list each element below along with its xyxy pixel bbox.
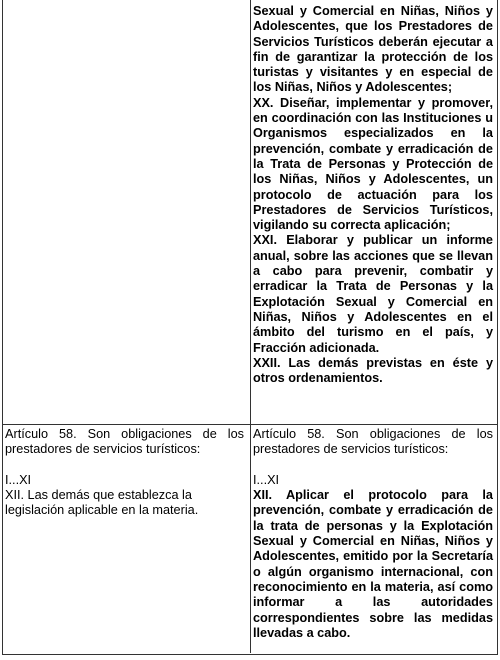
fraction-label: XII. — [253, 488, 273, 503]
bottom-right-cell — [253, 427, 493, 641]
fraction-range: I...XI — [5, 472, 32, 487]
column-divider — [250, 0, 251, 653]
paragraph-continuation: Sexual y Comercial en Niñas, Niños y Adolescentes, que los Prestadores de Servicios Turísticos deberán ejecutar a fin de garantizar la protección de los turistas y visitantes y en especial de los Niñas, Niños y Adolescentes; — [253, 4, 493, 95]
fraction-xii: XII. Las demás que establezca la legislación aplicable en la materia. — [5, 488, 199, 518]
paragraph-fraction-xxi: XXI. Elaborar y publicar un informe anual, sobre las acciones que se llevan a cabo para prevenir, combatir y erradicar la Trata de Personas y la Explotación Sexual y Comercial en Niñas, Niños y Adolescentes en el ámbito del turismo en el país, y Fracción adicionada. — [253, 233, 493, 355]
paragraph-fraction-xx: XX. Diseñar, implementar y promover, en coordinación con las Instituciones u Organismos especializados en la prevención, combate y erradicación de la Trata de Personas y Protección de los Niñas, Niños y Adolescentes, un protocolo de actuación para los Prestadores de Servicios Turísticos, vigilando su correcta aplicación; — [253, 95, 493, 233]
article-heading: Artículo 58. Son obligaciones de los prestadores de servicios turísticos: — [253, 427, 493, 457]
article-heading: Artículo 58. Son obligaciones de los prestadores de servicios turísticos: — [5, 427, 244, 457]
row-divider — [3, 424, 497, 425]
paragraph-fraction-xxii: XXII. Las demás previstas en éste y otros ordenamientos. — [253, 355, 493, 386]
fraction-text: Aplicar el protocolo para la prevención, combate y erradicación de la trata de personas y la Explotación Sexual y Comercial en Niñas, Niños y Adolescentes, emitido por la Secretaría o algún organismo internacional, con reconocimiento en la materia, así como informar a las autoridades correspondientes sobre las medidas llevadas a cabo. — [253, 488, 493, 640]
fraction-xii — [253, 488, 493, 641]
bottom-left-cell — [5, 427, 244, 519]
top-right-cell — [253, 4, 493, 386]
fraction-range: I...XI — [253, 472, 280, 487]
